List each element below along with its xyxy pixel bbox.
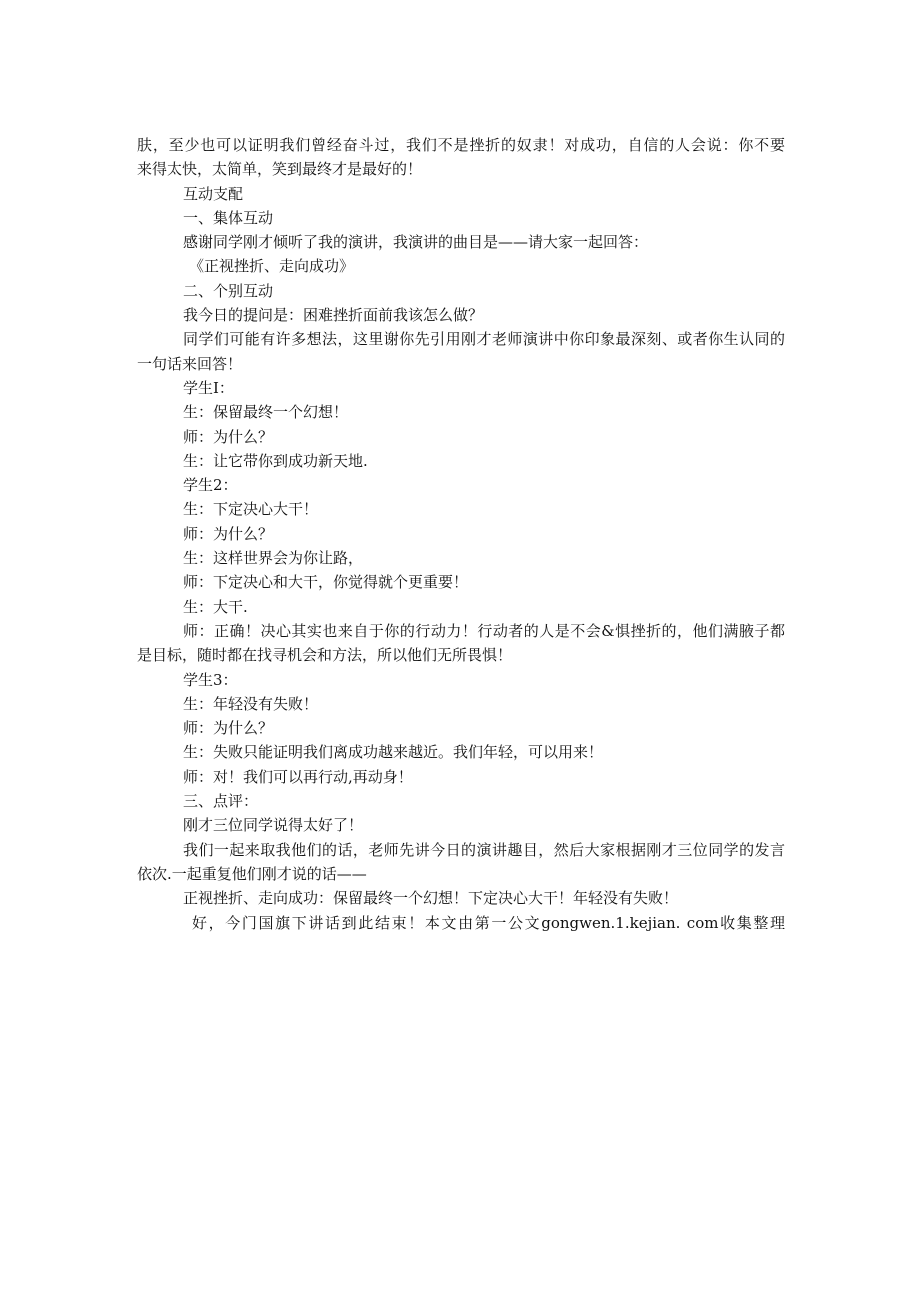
text-line: 我今日的提问是：困难挫折面前我该怎么做？ <box>183 306 484 325</box>
text-line: 生：保留最终一个幻想！ <box>183 403 349 422</box>
text-line: 生：大干. <box>183 597 248 616</box>
text-line: 生：下定决心大干！ <box>183 500 319 519</box>
text-line: 学生3： <box>183 670 238 689</box>
text-line: 同学们可能有许多想法，这里谢你先引用刚才老师演讲中你印象最深刻、或者你生认同的 <box>183 330 785 349</box>
text-line: 一、集体互动 <box>183 208 274 227</box>
text-line: 一句话来回答！ <box>137 354 243 373</box>
text-line: 依次.一起重复他们刚才说的话—— <box>137 864 367 883</box>
text-line: 互动支配 <box>183 184 244 203</box>
text-line: 正视挫折、走向成功：保留最终一个幻想！下定决心大干！年轻没有失败！ <box>183 889 679 908</box>
text-line: 学生2： <box>183 476 238 495</box>
text-line: 生：这样世界会为你让路， <box>183 549 364 568</box>
text-line: 师：对！我们可以再行动,再动身！ <box>183 767 413 786</box>
text-line: 来得太快，太简单，笑到最终才是最好的！ <box>137 160 423 179</box>
text-line: 我们一起来取我他们的话，老师先讲今日的演讲趣目，然后大家根据刚才三位同学的发言 <box>183 840 785 859</box>
text-line: 生：失败只能证明我们离成功越来越近。我们年轻，可以用来！ <box>183 743 604 762</box>
text-line: 师：为什么？ <box>183 427 274 446</box>
text-line: 学生I： <box>183 378 234 397</box>
text-line: 是目标，随时都在找寻机会和方法，所以他们无所畏惧！ <box>137 646 513 665</box>
text-line: 师：为什么？ <box>183 719 274 738</box>
text-line: 刚才三位同学说得太好了！ <box>183 816 364 835</box>
text-line: 《正视挫折、走向成功》 <box>189 257 355 276</box>
text-line: 肤，至少也可以证明我们曾经奋斗过，我们不是挫折的奴隶！对成功，自信的人会说：你不要 <box>137 136 785 154</box>
text-line: 生：年轻没有失败！ <box>183 694 319 713</box>
text-line: 三、点评： <box>183 792 259 811</box>
text-line: 感谢同学刚才倾听了我的演讲，我演讲的曲目是——请大家一起回答： <box>183 233 649 252</box>
document-body <box>137 133 785 935</box>
text-line: 二、个别互动 <box>183 281 274 300</box>
text-line: 师：为什么？ <box>183 524 274 543</box>
text-line: 师：下定决心和大干，你觉得就个更重要！ <box>183 573 469 592</box>
text-line: 师：正确！决心其实也来自于你的行动力！行动者的人是不会&惧挫折的，他们满腋子都 <box>183 621 785 640</box>
text-line: 好，今门国旗下讲话到此结束！本文由第一公文gongwen.1.kejian. com收集整理 <box>192 913 785 932</box>
text-line: 生：让它带你到成功新天地. <box>183 451 368 470</box>
